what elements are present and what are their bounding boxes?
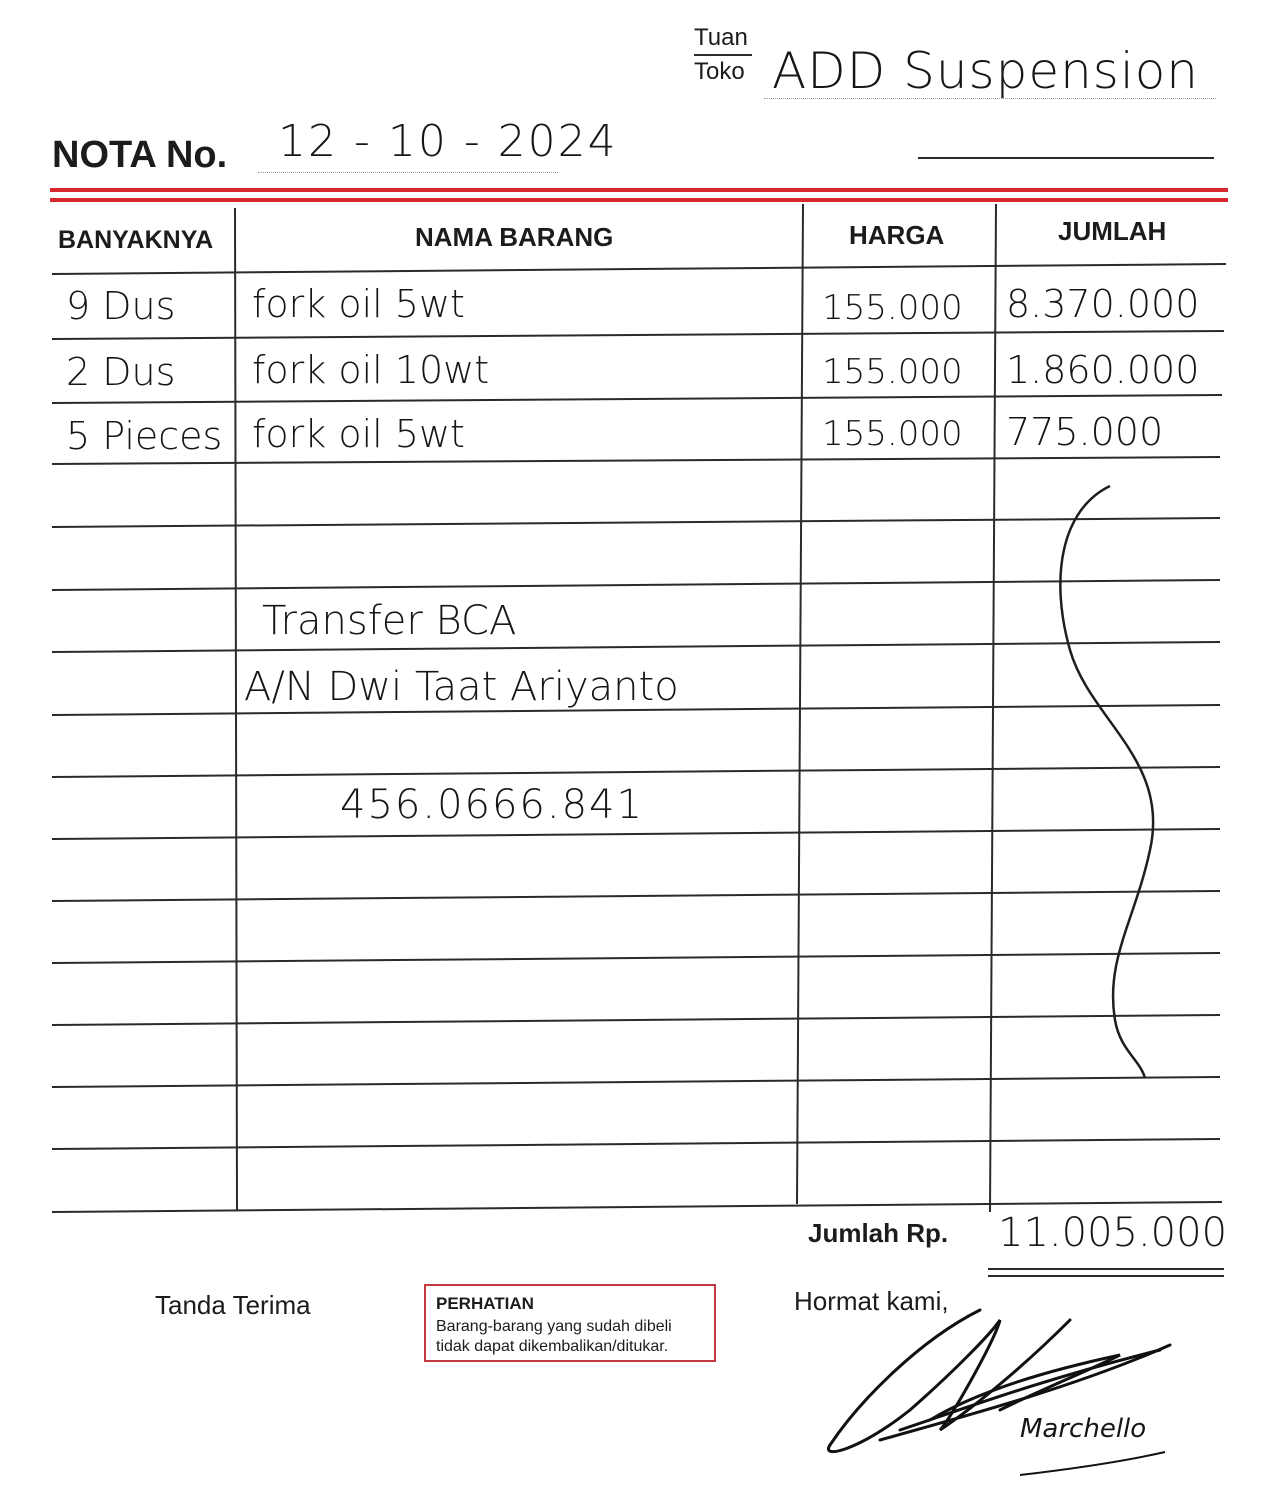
row-line — [52, 457, 1220, 464]
row-line — [52, 891, 1220, 901]
signature-scribble — [820, 1300, 1180, 1480]
row-line — [52, 264, 1226, 274]
payment-account-number: 456.0666.841 — [340, 782, 644, 828]
col-divider-2 — [797, 204, 803, 1204]
row-1-qty: 9 Dus — [66, 284, 176, 328]
row-line — [52, 1077, 1220, 1087]
column-header-harga: HARGA — [849, 220, 945, 250]
row-3-amount: 775.000 — [1006, 410, 1164, 454]
notice-title: PERHATIAN — [436, 1294, 534, 1313]
column-header-nama-barang: NAMA BARANG — [415, 222, 614, 252]
row-line — [52, 1015, 1220, 1025]
notice-body: Barang-barang yang sudah dibeli tidak dapat dikembalikan/ditukar. — [436, 1318, 672, 1355]
total-value: 11.005.000 — [998, 1210, 1228, 1256]
col-divider-1 — [235, 208, 237, 1210]
void-squiggle-mark — [1060, 486, 1153, 1078]
row-1-item: fork oil 5wt — [252, 282, 465, 326]
row-line — [52, 642, 1220, 652]
row-line — [52, 953, 1220, 963]
row-line — [52, 1139, 1220, 1149]
row-3-item: fork oil 5wt — [252, 412, 465, 456]
row-2-qty: 2 Dus — [66, 350, 176, 394]
row-3-price: 155.000 — [822, 414, 963, 454]
row-line — [52, 767, 1220, 777]
payment-transfer-note: Transfer BCA — [262, 598, 517, 644]
signer-name: Marchello — [1020, 1414, 1147, 1444]
col-divider-3 — [990, 204, 996, 1212]
total-label: Jumlah Rp. — [808, 1218, 949, 1248]
row-1-price: 155.000 — [822, 288, 963, 328]
payment-account-name: A/N Dwi Taat Ariyanto — [244, 664, 679, 710]
nota-label: NOTA No. — [52, 134, 228, 176]
row-2-amount: 1.860.000 — [1006, 348, 1200, 392]
nota-number: 12 - 10 - 2024 — [278, 116, 618, 167]
row-3-qty: 5 Pieces — [66, 414, 223, 458]
row-line — [52, 580, 1220, 590]
row-line — [52, 395, 1222, 403]
customer-name: ADD Suspension — [772, 42, 1199, 100]
row-2-item: fork oil 10wt — [252, 348, 490, 392]
row-line — [52, 331, 1224, 339]
notice-box — [424, 1284, 716, 1362]
column-header-jumlah: JUMLAH — [1058, 216, 1167, 246]
row-line — [52, 829, 1220, 839]
row-line — [52, 518, 1220, 527]
closing-label: Hormat kami, — [794, 1286, 949, 1316]
receipt-signature-label: Tanda Terima — [155, 1290, 311, 1320]
total-underline — [988, 1268, 1224, 1270]
tuan-label: Tuan — [694, 24, 748, 51]
row-1-amount: 8.370.000 — [1006, 282, 1200, 326]
column-header-banyaknya: BANYAKNYA — [58, 226, 214, 254]
toko-label: Toko — [694, 58, 745, 85]
total-double-underline — [988, 1275, 1224, 1277]
row-2-price: 155.000 — [822, 352, 963, 392]
